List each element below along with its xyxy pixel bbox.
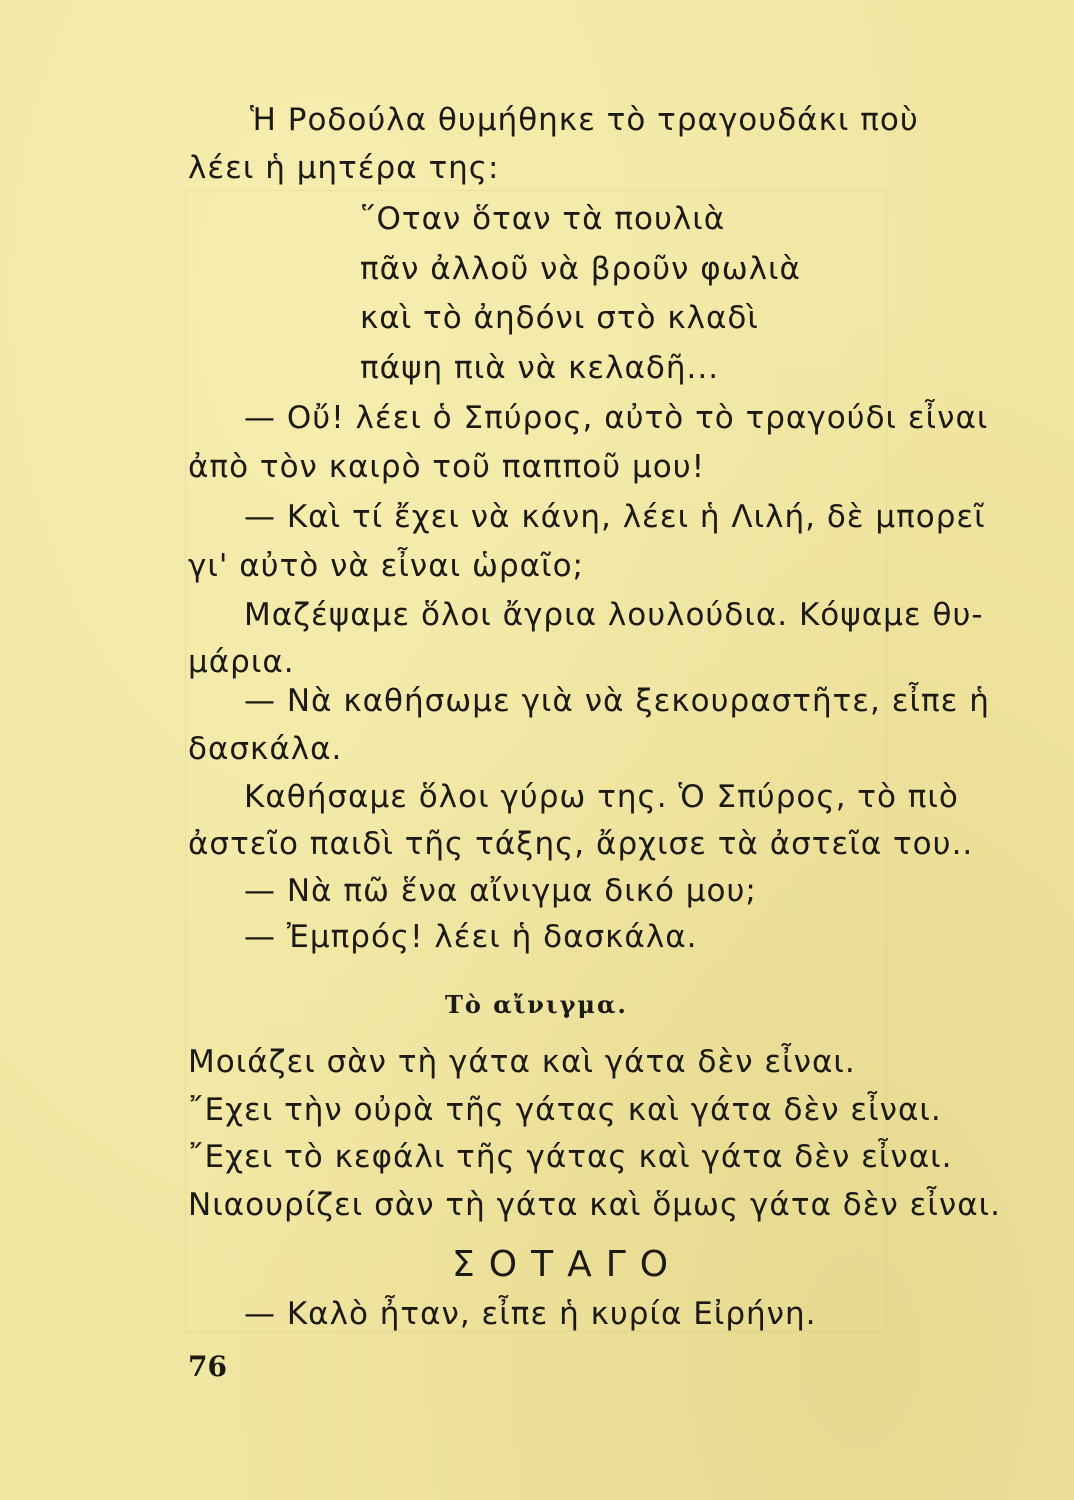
poem-line: πᾶν ἀλλοῦ νὰ βροῦν φωλιὰ: [360, 251, 801, 287]
text-line: — Ἐμπρός! λέει ἡ δασκάλα.: [244, 919, 698, 955]
riddle-line: Νιαουρίζει σὰν τὴ γάτα καὶ ὅμως γάτα δὲν εἶναι.: [188, 1187, 1002, 1223]
text-line: Μαζέψαμε ὅλοι ἄγρια λουλούδια. Κόψαμε θυ-: [244, 597, 984, 633]
text-line: λέει ἡ μητέρα της:: [188, 150, 500, 186]
poem-line: ῞Οταν ὅταν τὰ πουλιὰ: [360, 201, 726, 237]
page-number: 76: [188, 1350, 227, 1383]
text-line: — Καὶ τί ἔχει νὰ κάνη, λέει ἡ Λιλή, δὲ μπορεῖ: [244, 499, 986, 535]
text-line: γι' αὐτὸ νὰ εἶναι ὡραῖο;: [188, 548, 584, 584]
text-line: μάρια.: [188, 644, 295, 680]
riddle-line: Μοιάζει σὰν τὴ γάτα καὶ γάτα δὲν εἶναι.: [188, 1044, 856, 1080]
text-line: — Νὰ καθήσωμε γιὰ νὰ ξεκουραστῆτε, εἶπε ἡ: [244, 683, 990, 719]
text-line: — Νὰ πῶ ἕνα αἴνιγμα δικό μου;: [244, 873, 757, 909]
text-line: ἀπὸ τὸν καιρὸ τοῦ παπποῦ μου!: [188, 449, 706, 485]
riddle-line: ῎Εχει τὴν οὐρὰ τῆς γάτας καὶ γάτα δὲν εἶναι.: [188, 1092, 942, 1128]
text-line: Ἡ Ροδούλα θυμήθηκε τὸ τραγουδάκι ποὺ: [250, 102, 919, 138]
text-line: Καθήσαμε ὅλοι γύρω της. Ὁ Σπύρος, τὸ πιὸ: [244, 779, 959, 815]
text-line: ἀστεῖο παιδὶ τῆς τάξης, ἄρχισε τὰ ἀστεῖα του..: [188, 826, 974, 862]
riddle-heading: Τὸ αἴνιγμα.: [445, 990, 628, 1019]
poem-line: καὶ τὸ ἀηδόνι στὸ κλαδὶ: [360, 300, 759, 336]
poem-line: πάψη πιὰ νὰ κελαδῆ...: [360, 350, 720, 386]
text-line: — Οὔ! λέει ὁ Σπύρος, αὐτὸ τὸ τραγούδι εἶναι: [244, 400, 989, 436]
upside-down-answer: ΣΟΤΑΓΟ: [452, 1244, 683, 1285]
text-line: δασκάλα.: [188, 731, 343, 767]
riddle-line: ῎Εχει τὸ κεφάλι τῆς γάτας καὶ γάτα δὲν εἶναι.: [188, 1139, 953, 1175]
text-line: — Καλὸ ἦταν, εἶπε ἡ κυρία Εἰρήνη.: [244, 1296, 817, 1332]
